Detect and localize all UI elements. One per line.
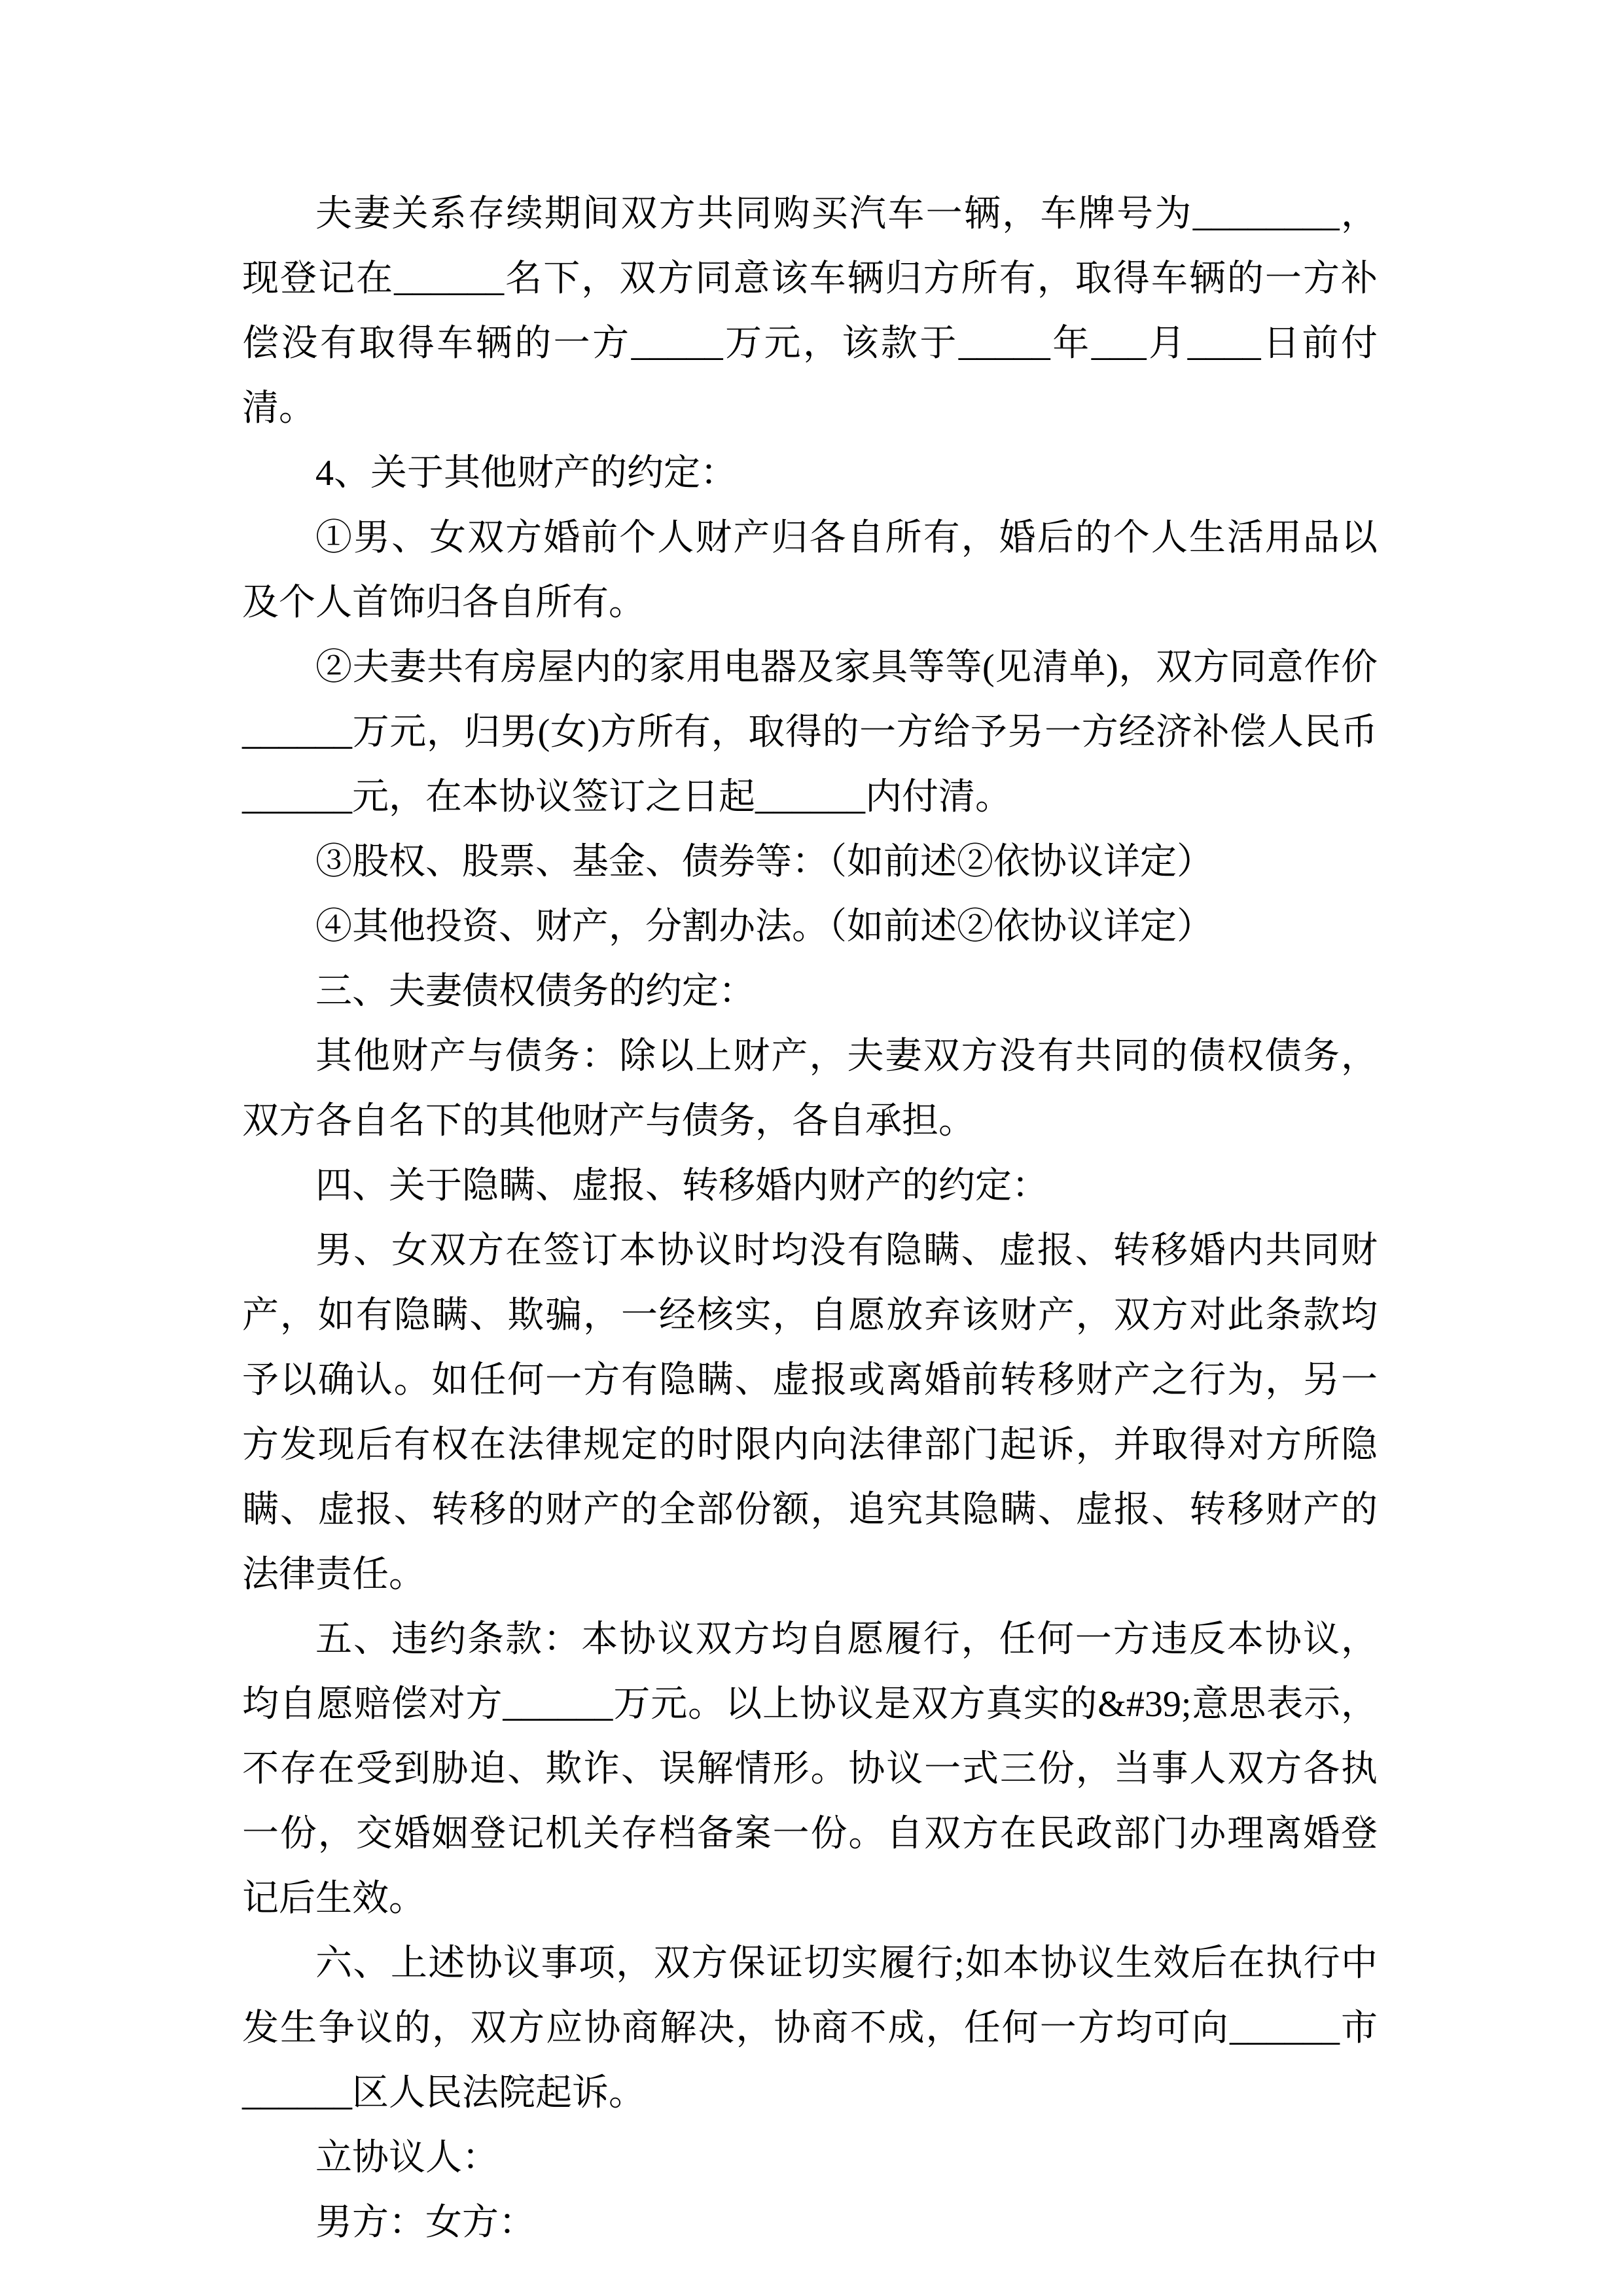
document-body [242, 182, 1378, 2255]
paragraph-debts-body: 其他财产与债务：除以上财产，夫妻双方没有共同的债权债务，双方各自名下的其他财产与债务，各自承担。 [242, 1036, 1378, 1141]
paragraph-breach-clause: 五、违约条款：本协议双方均自愿履行，任何一方违反本协议，均自愿赔偿对方______万元。以上协议是双方真实的&#39;意思表示，不存在受到胁迫、欺诈、误解情形。协议一式三份，当事人双方各执一份，交婚姻登记机关存档备案一份。自双方在民政部门办理离婚登记后生效。 [242, 1619, 1378, 1919]
paragraph-husband-wife-lines: 男方：女方： [315, 2202, 535, 2243]
paragraph-other-property-head: 4、关于其他财产的约定： [315, 453, 737, 493]
paragraph-dispute-resolution: 六、上述协议事项，双方保证切实履行;如本协议生效后在执行中发生争议的，双方应协商解决，协商不成，任何一方均可向______市______区人民法院起诉。 [242, 1943, 1378, 2113]
paragraph-signatories-label: 立协议人： [315, 2138, 499, 2178]
paragraph-other-investments: ④其他投资、财产，分割办法。（如前述②依协议详定） [315, 906, 1213, 947]
paragraph-appliances: ②夫妻共有房屋内的家用电器及家具等等(见清单)，双方同意作价______万元，归男(女)方所有，取得的一方给予另一方经济补偿人民币______元，在本协议签订之日起______内付清。 [242, 647, 1378, 817]
paragraph-car-division: 夫妻关系存续期间双方共同购买汽车一辆，车牌号为________，现登记在______名下，双方同意该车辆归方所有，取得车辆的一方补偿没有取得车辆的一方_____万元，该款于_____年___月____日前付清。 [242, 194, 1378, 429]
paragraph-stocks: ③股权、股票、基金、债券等：（如前述②依协议详定） [315, 842, 1213, 882]
paragraph-premarital-property: ①男、女双方婚前个人财产归各自所有，婚后的个人生活用品以及个人首饰归各自所有。 [242, 518, 1378, 623]
paragraph-debts-head: 三、夫妻债权债务的约定： [315, 971, 755, 1012]
paragraph-concealment-head: 四、关于隐瞒、虚报、转移婚内财产的约定： [315, 1166, 1048, 1206]
paragraph-concealment-body: 男、女双方在签订本协议时均没有隐瞒、虚报、转移婚内共同财产，如有隐瞒、欺骗，一经核实，自愿放弃该财产，双方对此条款均予以确认。如任何一方有隐瞒、虚报或离婚前转移财产之行为，另一方发现后有权在法律规定的时限内向法律部门起诉，并取得对方所隐瞒、虚报、转移的财产的全部份额，追究其隐瞒、虚报、转移财产的法律责任。 [242, 1230, 1378, 1595]
